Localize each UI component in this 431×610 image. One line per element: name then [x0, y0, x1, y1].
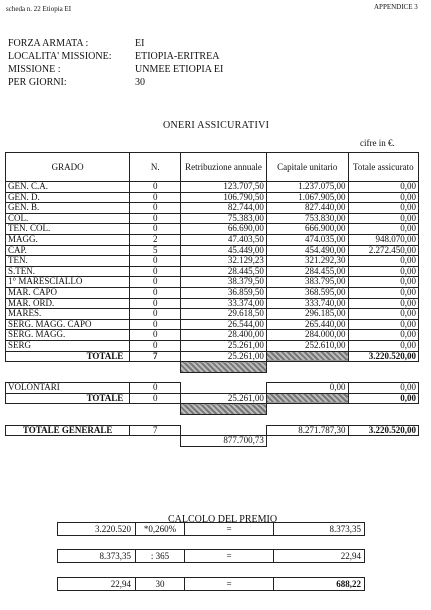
calc-operator: : 365	[150, 551, 170, 561]
hatched-cell	[266, 393, 348, 404]
row-grado: MAR. CAPO	[6, 287, 130, 298]
row-n: 0	[130, 224, 181, 235]
row-retribuzione: 38.379,50	[181, 277, 267, 288]
table-row	[6, 330, 419, 341]
table-row	[6, 309, 419, 320]
hatched-cell	[181, 362, 267, 373]
row-n: 0	[130, 330, 181, 341]
row-capitale: 474.035,00	[266, 234, 348, 245]
info-row	[8, 63, 268, 76]
row-totale: 0,00	[348, 224, 418, 235]
row-capitale: 333.740,00	[266, 298, 348, 309]
row-retribuzione: 82.744,00	[181, 203, 267, 214]
info-value: EI	[135, 38, 145, 49]
row-grado: TEN.	[6, 256, 130, 267]
info-value: ETIOPIA-ERITREA	[135, 51, 220, 62]
row-totale: 0,00	[348, 213, 418, 224]
info-value: 30	[135, 77, 145, 88]
row-grado: MAGG.	[6, 234, 130, 245]
info-label: MISSIONE :	[8, 64, 61, 75]
row-grado: S.TEN.	[6, 266, 130, 277]
col-retribuzione: Retribuzione annuale	[181, 153, 267, 182]
table-row	[6, 277, 419, 288]
totale-generale-capitale: 8.271.787,30	[266, 425, 348, 436]
row-capitale: 1.067.905,00	[266, 192, 348, 203]
table-row	[6, 234, 419, 245]
calc-equals: =	[184, 578, 274, 590]
calc-operand: 3.220.520	[58, 523, 136, 535]
hatched-cell	[181, 404, 267, 415]
calc-operand: 8.373,35	[58, 550, 136, 562]
volontari-n: 0	[130, 383, 181, 394]
row-totale: 0,00	[348, 319, 418, 330]
calc-row-1	[57, 522, 365, 536]
row-totale: 0,00	[348, 266, 418, 277]
table-row	[6, 213, 419, 224]
insurance-table	[5, 152, 419, 447]
row-capitale: 1.237.075,00	[266, 182, 348, 193]
row-n: 0	[130, 287, 181, 298]
col-capitale: Capitale unitario	[266, 153, 348, 182]
calc-row-3	[57, 577, 365, 591]
spacer-row	[6, 415, 419, 426]
row-totale: 2.272.450,00	[348, 245, 418, 256]
calc-operand: 22,94	[58, 578, 136, 590]
info-label: FORZA ARMATA :	[8, 38, 89, 49]
spacer-row	[6, 372, 419, 383]
spacer-row	[6, 362, 419, 373]
table-row	[6, 203, 419, 214]
table-row	[6, 287, 419, 298]
row-totale: 0,00	[348, 256, 418, 267]
volontari-row	[6, 383, 419, 394]
row-n: 2	[130, 234, 181, 245]
totale-label: TOTALE	[6, 393, 130, 404]
row-capitale: 296.185,00	[266, 309, 348, 320]
row-grado: GEN. C.A.	[6, 182, 130, 193]
totale-n: 7	[130, 351, 181, 362]
row-retribuzione: 32.129,23	[181, 256, 267, 267]
row-n: 0	[130, 203, 181, 214]
table-row	[6, 298, 419, 309]
calc-row-2	[57, 549, 365, 563]
calc-operator: 30	[155, 579, 165, 589]
table-row	[6, 192, 419, 203]
totale-retribuzione: 25.261,00	[181, 351, 267, 362]
info-row	[8, 50, 268, 63]
row-capitale: 284.000,00	[266, 330, 348, 341]
row-retribuzione: 28.400,00	[181, 330, 267, 341]
row-n: 5	[130, 245, 181, 256]
calc-result: 688,22	[336, 579, 361, 589]
row-grado: MARES.	[6, 309, 130, 320]
row-grado: GEN. D.	[6, 192, 130, 203]
row-n: 0	[130, 266, 181, 277]
row-n: 0	[130, 256, 181, 267]
row-capitale: 252.610,00	[266, 340, 348, 351]
info-label: LOCALITA' MISSIONE:	[8, 51, 112, 62]
currency-note: cifre in €.	[360, 138, 395, 148]
row-n: 0	[130, 213, 181, 224]
table-header	[6, 153, 419, 182]
row-retribuzione: 28.445,50	[181, 266, 267, 277]
totale-retribuzione: 25.261,00	[181, 393, 267, 404]
row-n: 0	[130, 340, 181, 351]
info-value: UNMEE ETIOPIA EI	[135, 64, 224, 75]
volontari-label: VOLONTARI	[6, 383, 130, 394]
row-capitale: 284.455,00	[266, 266, 348, 277]
volontari-capitale: 0,00	[266, 383, 348, 394]
table-row	[6, 256, 419, 267]
row-totale: 0,00	[348, 330, 418, 341]
row-capitale: 827.440,00	[266, 203, 348, 214]
totale-label: TOTALE	[6, 351, 130, 362]
row-totale: 0,00	[348, 298, 418, 309]
row-retribuzione: 45.449,00	[181, 245, 267, 256]
col-totale: Totale assicurato	[348, 153, 418, 182]
row-grado: 1° MARESCIALLO	[6, 277, 130, 288]
row-capitale: 753.830,00	[266, 213, 348, 224]
totale-value: 0,00	[348, 393, 418, 404]
row-n: 0	[130, 182, 181, 193]
row-totale: 0,00	[348, 192, 418, 203]
row-retribuzione: 123.707,50	[181, 182, 267, 193]
row-capitale: 265.440,00	[266, 319, 348, 330]
hatched-cell	[266, 351, 348, 362]
mission-info	[8, 37, 268, 89]
totale-n: 0	[130, 393, 181, 404]
row-n: 0	[130, 192, 181, 203]
totale-generale-totale: 3.220.520,00	[348, 425, 418, 436]
appendix-label: APPENDICE 3	[374, 3, 418, 11]
table-row	[6, 319, 419, 330]
row-retribuzione: 106.790,50	[181, 192, 267, 203]
row-grado: GEN. B.	[6, 203, 130, 214]
row-n: 0	[130, 319, 181, 330]
row-n: 0	[130, 298, 181, 309]
calc-result: 22,94	[340, 551, 361, 561]
row-capitale: 454.490,00	[266, 245, 348, 256]
row-grado: MAR. ORD.	[6, 298, 130, 309]
row-capitale: 321.292,30	[266, 256, 348, 267]
row-grado: SERG	[6, 340, 130, 351]
row-retribuzione: 33.374,00	[181, 298, 267, 309]
sheet-label: scheda n. 22 Etiopia EI	[6, 5, 72, 13]
totale-value: 3.220.520,00	[348, 351, 418, 362]
col-grado: GRADO	[6, 153, 130, 182]
table-row	[6, 340, 419, 351]
calcolo-title: CALCOLO DEL PREMIO	[168, 514, 278, 525]
row-totale: 948.070,00	[348, 234, 418, 245]
row-grado: CAP.	[6, 245, 130, 256]
volontari-totale: 0,00	[348, 383, 418, 394]
totale-generale-label: TOTALE GENERALE	[6, 425, 130, 436]
row-n: 0	[130, 277, 181, 288]
row-retribuzione: 29.618,50	[181, 309, 267, 320]
totale-row	[6, 351, 419, 362]
row-retribuzione: 36.859,50	[181, 287, 267, 298]
row-totale: 0,00	[348, 340, 418, 351]
row-retribuzione: 66.690,00	[181, 224, 267, 235]
row-totale: 0,00	[348, 182, 418, 193]
calc-result: 8.373,35	[329, 524, 361, 534]
row-capitale: 368.595,00	[266, 287, 348, 298]
calc-equals: =	[184, 550, 274, 562]
table-row	[6, 224, 419, 235]
row-n: 0	[130, 309, 181, 320]
row-totale: 0,00	[348, 287, 418, 298]
row-capitale: 383.795,00	[266, 277, 348, 288]
info-row	[8, 76, 268, 89]
row-totale: 0,00	[348, 309, 418, 320]
table-row	[6, 182, 419, 193]
calc-equals: =	[184, 523, 274, 535]
row-grado: SERG. MAGG.	[6, 330, 130, 341]
row-grado: COL.	[6, 213, 130, 224]
row-grado: SERG. MAGG. CAPO	[6, 319, 130, 330]
row-retribuzione: 75.383,00	[181, 213, 267, 224]
row-retribuzione: 25.261,00	[181, 340, 267, 351]
row-grado: TEN. COL.	[6, 224, 130, 235]
totale-generale-row	[6, 425, 419, 436]
col-n: N.	[130, 153, 181, 182]
totale-generale-n: 7	[130, 425, 181, 436]
totale-row	[6, 393, 419, 404]
info-row	[8, 37, 268, 50]
spacer-row	[6, 404, 419, 415]
row-totale: 0,00	[348, 277, 418, 288]
page-title: ONERI ASSICURATIVI	[163, 120, 270, 131]
info-label: PER GIORNI:	[8, 77, 67, 88]
row-totale: 0,00	[348, 203, 418, 214]
calc-operator: *0,260%	[143, 524, 177, 534]
row-retribuzione: 26.544,00	[181, 319, 267, 330]
table-row	[6, 266, 419, 277]
retribuzione-sum: 877.700,73	[181, 436, 267, 447]
row-capitale: 666.900,00	[266, 224, 348, 235]
table-row	[6, 245, 419, 256]
row-retribuzione: 47.403,50	[181, 234, 267, 245]
sum-row	[6, 436, 419, 447]
